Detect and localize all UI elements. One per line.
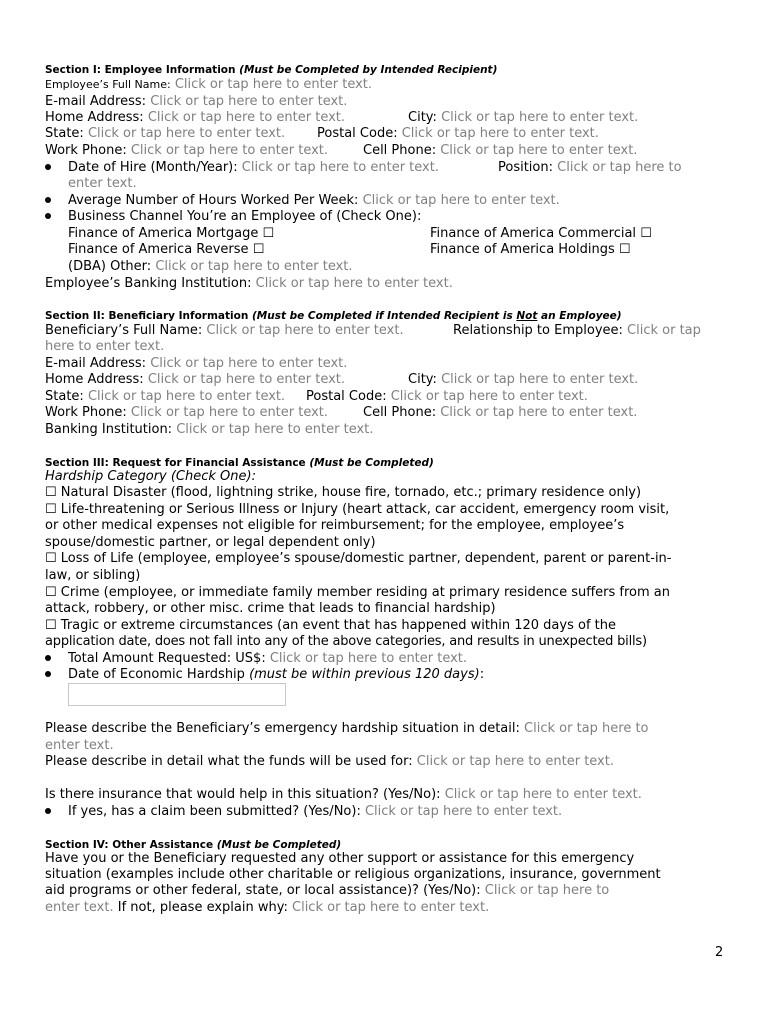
- hardship-option-1-label: Natural Disaster (flood, lightning strike, house fire, tornado, etc.; primary residence only): [60, 485, 642, 500]
- beneficiary-state-field[interactable]: Click or tap here to enter text.: [87, 389, 286, 404]
- section2-title: Section II: Beneficiary Information: [45, 310, 249, 322]
- hours-label: Average Number of Hours Worked Per Week:: [68, 193, 359, 208]
- checkbox-icon[interactable]: ☐: [640, 226, 652, 241]
- hardship-option-5[interactable]: [45, 618, 616, 634]
- checkbox-icon[interactable]: ☐: [262, 226, 275, 241]
- beneficiary-city-row: [408, 372, 638, 388]
- beneficiary-workphone-label: Work Phone:: [45, 405, 127, 420]
- describe-situation-field-cont[interactable]: enter text.: [45, 738, 114, 753]
- describe-funds-label: Please describe in detail what the funds will be used for:: [45, 754, 413, 769]
- option-holdings-label: Finance of America Holdings: [430, 242, 615, 257]
- describe-situation-row: [45, 721, 649, 737]
- employee-city-field[interactable]: Click or tap here to enter text.: [441, 110, 639, 125]
- employee-cellphone-row: [363, 143, 637, 159]
- hardship-option-3-line2: law, or sibling): [45, 568, 141, 583]
- option-commercial[interactable]: [430, 226, 652, 242]
- claim-row: [68, 804, 562, 820]
- checkbox-icon[interactable]: ☐: [252, 242, 265, 257]
- checkbox-icon[interactable]: ☐: [45, 551, 57, 566]
- employee-email-label: E-mail Address:: [45, 94, 147, 109]
- employee-state-row: [45, 126, 285, 142]
- section2-heading: [45, 308, 622, 324]
- total-amount-row: [68, 651, 467, 667]
- describe-funds-row: [45, 754, 614, 770]
- section1-heading: [45, 62, 497, 78]
- describe-funds-field[interactable]: Click or tap here to enter text.: [416, 754, 614, 769]
- hours-field[interactable]: Click or tap here to enter text.: [362, 193, 560, 208]
- employee-address-label: Home Address:: [45, 110, 144, 125]
- bullet: [45, 197, 51, 203]
- claim-field[interactable]: Click or tap here to enter text.: [364, 804, 563, 819]
- employee-postal-label: Postal Code:: [317, 126, 398, 141]
- beneficiary-workphone-row: [45, 405, 328, 421]
- hardship-option-5-label: Tragic or extreme circumstances (an event that has happened within 120 days of the: [60, 618, 616, 633]
- employee-cellphone-field[interactable]: Click or tap here to enter text.: [440, 143, 638, 158]
- hours-row: [68, 193, 560, 209]
- employee-cellphone-label: Cell Phone:: [363, 143, 437, 158]
- position-row: [498, 160, 682, 176]
- option-mortgage[interactable]: [68, 226, 274, 242]
- date-of-hire-row: [68, 160, 439, 176]
- beneficiary-banking-field[interactable]: Click or tap here to enter text.: [176, 422, 374, 437]
- beneficiary-email-label: E-mail Address:: [45, 356, 147, 371]
- employee-workphone-label: Work Phone:: [45, 143, 127, 158]
- beneficiary-postal-label: Postal Code:: [306, 389, 387, 404]
- hardship-category-label: Hardship Category (Check One):: [45, 469, 256, 484]
- explain-label: If not, please explain why:: [117, 900, 288, 915]
- explain-field[interactable]: Click or tap here to enter text.: [292, 900, 490, 915]
- beneficiary-postal-field[interactable]: Click or tap here to enter text.: [390, 389, 588, 404]
- section1-note: (Must be Completed by Intended Recipient): [239, 64, 498, 76]
- date-of-hire-label: Date of Hire (Month/Year):: [68, 160, 238, 175]
- hardship-option-4-line2: attack, robbery, or other misc. crime that leads to financial hardship): [45, 601, 496, 616]
- hardship-option-3[interactable]: [45, 551, 672, 567]
- beneficiary-postal-row: [306, 389, 588, 405]
- section1-title: Section I: Employee Information: [45, 64, 236, 76]
- other-assistance-line2: situation (examples include other charitable or religious organizations, insurance, government: [45, 867, 661, 882]
- insurance-field[interactable]: Click or tap here to enter text.: [444, 787, 642, 802]
- other-assistance-field-cont[interactable]: enter text.: [45, 900, 114, 915]
- beneficiary-cellphone-field[interactable]: Click or tap here to enter text.: [440, 405, 638, 420]
- hardship-option-2[interactable]: [45, 502, 669, 518]
- employee-name-label: Employee’s Full Name:: [45, 78, 171, 91]
- bullet: [45, 213, 51, 219]
- employee-banking-row: [45, 276, 453, 292]
- hardship-option-2-line2: or other medical expenses not eligible for reimbursement; for the employee, employee’s: [45, 518, 625, 533]
- relationship-row: [453, 323, 701, 339]
- section2-note-not: Not: [516, 310, 538, 322]
- date-hardship-input[interactable]: [68, 683, 286, 706]
- claim-label: If yes, has a claim been submitted? (Yes/No):: [68, 804, 361, 819]
- position-field-cont[interactable]: enter text.: [68, 176, 137, 191]
- hardship-option-4-label: Crime (employee, or immediate family member residing at primary residence suffers from an: [60, 585, 671, 600]
- employee-banking-label: Employee’s Banking Institution:: [45, 276, 252, 291]
- beneficiary-cellphone-row: [363, 405, 637, 421]
- hardship-option-2-label: Life-threatening or Serious Illness or Injury (heart attack, car accident, emergency room visit,: [60, 502, 670, 517]
- section3-note: (Must be Completed): [309, 457, 434, 469]
- describe-situation-field[interactable]: Click or tap here to: [524, 721, 649, 736]
- explain-row: [45, 900, 489, 916]
- beneficiary-state-label: State:: [45, 389, 84, 404]
- dba-other-label: (DBA) Other:: [68, 259, 152, 274]
- employee-state-label: State:: [45, 126, 84, 141]
- bullet: [45, 671, 51, 677]
- other-assistance-field[interactable]: Click or tap here to: [484, 883, 610, 898]
- section4-title: Section IV: Other Assistance: [45, 839, 214, 851]
- hardship-option-1[interactable]: [45, 485, 641, 501]
- describe-situation-label: Please describe the Beneficiary’s emergency hardship situation in detail:: [45, 721, 520, 736]
- employee-email-row: [45, 94, 347, 110]
- beneficiary-workphone-field[interactable]: Click or tap here to enter text.: [130, 405, 329, 420]
- beneficiary-name-label: Beneficiary’s Full Name:: [45, 323, 203, 338]
- dba-other-row: [68, 259, 353, 275]
- hardship-option-4[interactable]: [45, 585, 670, 601]
- option-holdings[interactable]: [430, 242, 631, 258]
- other-assistance-line3: aid programs or other federal, state, or local assistance)? (Yes/No):: [45, 883, 481, 898]
- beneficiary-banking-label: Banking Institution:: [45, 422, 173, 437]
- position-field[interactable]: Click or tap here to: [557, 160, 682, 175]
- beneficiary-email-field[interactable]: Click or tap here to enter text.: [150, 356, 348, 371]
- total-amount-field[interactable]: Click or tap here to enter text.: [269, 651, 468, 666]
- relationship-field[interactable]: Click or tap: [627, 323, 701, 338]
- checkbox-icon[interactable]: ☐: [45, 585, 57, 600]
- bullet: [45, 164, 51, 170]
- total-amount-label: Total Amount Requested: US$:: [68, 651, 266, 666]
- option-commercial-label: Finance of America Commercial: [430, 226, 637, 241]
- section2-note-a: (Must be Completed if Intended Recipient is: [251, 310, 513, 322]
- hardship-option-5-line2: application date, does not fall into any of the above categories, and results in unexpected bills): [45, 634, 647, 649]
- relationship-field-cont[interactable]: here to enter text.: [45, 339, 165, 354]
- insurance-row: [45, 787, 642, 803]
- channel-label: Business Channel You’re an Employee of (Check One):: [68, 209, 422, 224]
- position-label: Position:: [498, 160, 553, 175]
- date-hardship-note: (must be within previous 120 days): [249, 667, 480, 682]
- date-of-hire-field[interactable]: Click or tap here to enter text.: [241, 160, 439, 175]
- date-hardship-label: Date of Economic Hardship: [68, 667, 245, 682]
- option-mortgage-label: Finance of America Mortgage: [68, 226, 259, 241]
- employee-postal-field[interactable]: Click or tap here to enter text.: [401, 126, 599, 141]
- option-reverse[interactable]: [68, 242, 264, 258]
- bullet: [45, 808, 51, 814]
- employee-address-row: [45, 110, 345, 126]
- beneficiary-banking-row: [45, 422, 373, 438]
- beneficiary-address-field[interactable]: Click or tap here to enter text.: [147, 372, 346, 387]
- date-hardship-row: Date of Economic Hardship (must be within previous 120 days):: [68, 667, 485, 682]
- other-assistance-line1: Have you or the Beneficiary requested any other support or assistance for this emergency: [45, 851, 635, 866]
- employee-postal-row: [317, 126, 599, 142]
- dba-other-field[interactable]: Click or tap here to enter text.: [155, 259, 353, 274]
- employee-city-label: City:: [408, 110, 437, 125]
- checkbox-icon[interactable]: ☐: [45, 485, 57, 500]
- employee-banking-field[interactable]: Click or tap here to enter text.: [255, 276, 453, 291]
- beneficiary-name-field[interactable]: Click or tap here to enter text.: [206, 323, 404, 338]
- hardship-option-3-label: Loss of Life (employee, employee’s spouse/domestic partner, dependent, parent or parent-in-: [60, 551, 672, 566]
- insurance-label: Is there insurance that would help in this situation? (Yes/No):: [45, 787, 441, 802]
- employee-state-field[interactable]: Click or tap here to enter text.: [87, 126, 286, 141]
- employee-city-row: [408, 110, 638, 126]
- bullet: [45, 655, 51, 661]
- beneficiary-address-label: Home Address:: [45, 372, 144, 387]
- employee-address-field[interactable]: Click or tap here to enter text.: [147, 110, 346, 125]
- beneficiary-state-row: [45, 389, 285, 405]
- employee-workphone-row: [45, 143, 328, 159]
- checkbox-icon[interactable]: ☐: [618, 242, 631, 257]
- beneficiary-city-field[interactable]: Click or tap here to enter text.: [441, 372, 639, 387]
- beneficiary-name-row: [45, 323, 404, 339]
- other-assistance-line3-row: [45, 883, 609, 899]
- hardship-option-2-line3: spouse/domestic partner, or legal dependent only): [45, 535, 376, 550]
- beneficiary-cellphone-label: Cell Phone:: [363, 405, 437, 420]
- relationship-label: Relationship to Employee:: [453, 323, 623, 338]
- section2-note-b: an Employee): [541, 310, 622, 322]
- section3-title: Section III: Request for Financial Assistance: [45, 457, 306, 469]
- beneficiary-address-row: [45, 372, 345, 388]
- beneficiary-email-row: [45, 356, 347, 372]
- checkbox-icon[interactable]: ☐: [45, 618, 57, 633]
- employee-email-field[interactable]: Click or tap here to enter text.: [150, 94, 348, 109]
- employee-workphone-field[interactable]: Click or tap here to enter text.: [130, 143, 329, 158]
- option-reverse-label: Finance of America Reverse: [68, 242, 249, 257]
- section4-note: (Must be Completed): [216, 839, 342, 851]
- beneficiary-city-label: City:: [408, 372, 437, 387]
- employee-name-field[interactable]: Click or tap here to enter text.: [174, 77, 373, 92]
- employee-name-row: [45, 77, 372, 93]
- page-number: 2: [715, 945, 724, 960]
- checkbox-icon[interactable]: ☐: [45, 502, 57, 517]
